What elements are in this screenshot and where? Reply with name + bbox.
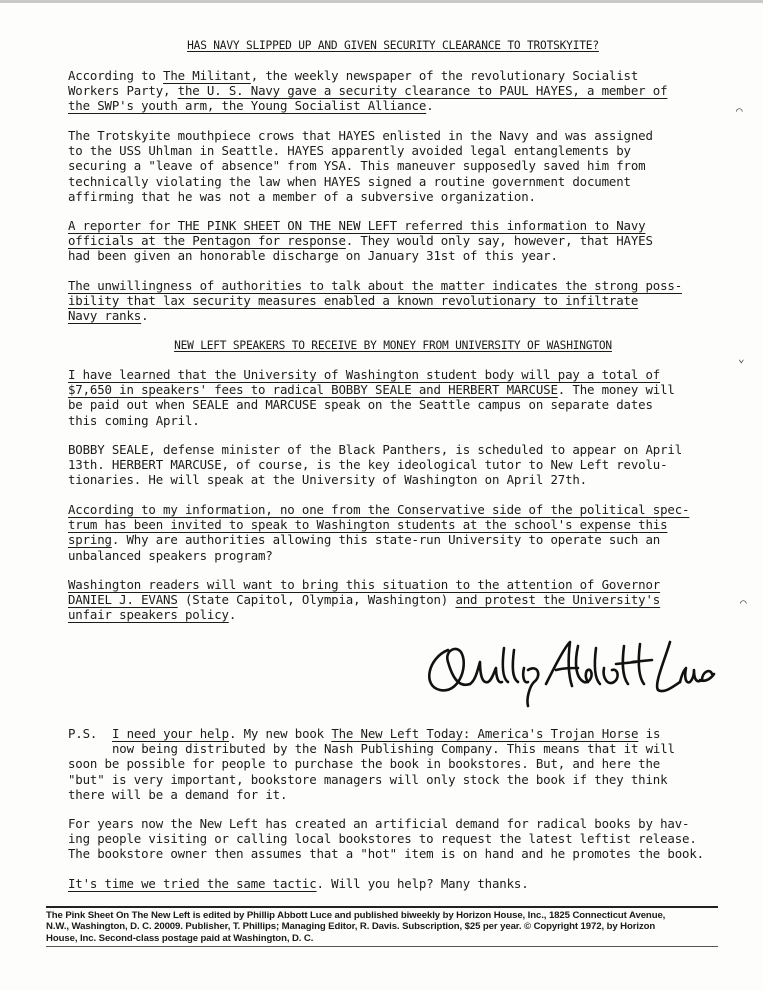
- postscript: P.S. I need your help. My new book The New Left Today: America's Trojan Horse is now being distributed by the Nash Publishing Company. This means that it will soon be possible for people to purchase the book in bookstores. But, and here the "but" is very important, bookstore managers will only stock the book if they think there will be a demand for it.: [68, 726, 675, 802]
- page-top-edge: [0, 0, 763, 3]
- handwritten-signature: [418, 628, 718, 708]
- paragraph-speakers-fees: I have learned that the University of Washington student body will pay a total of $7,650 in speakers' fees to radical BOBBY SEALE and HERBERT MARCUSE. The money will be paid out when SEALE and MARCUSE speak on the Seattle campus on separate dates this coming April.: [68, 367, 675, 428]
- paragraph-closing: It's time we tried the same tactic. Will you help? Many thanks.: [68, 876, 529, 891]
- headline-speakers: NEW LEFT SPEAKERS TO RECEIVE BY MONEY FROM UNIVERSITY OF WASHINGTON: [174, 339, 612, 352]
- paragraph-conservative: According to my information, no one from the Conservative side of the political spec- trum has been invited to speak to Washington students at the school's expense this spring. Why are authorities allowing this state-run University to operate such an unbalanced speakers program?: [68, 502, 690, 563]
- paragraph-trotskyite: The Trotskyite mouthpiece crows that HAYES enlisted in the Navy and was assigned to the USS Uhlman in Seattle. HAYES apparently avoided legal entanglements by securing a "leave of absence" from YSA. This maneuver supposedly saved him from technically violating the law when HAYES signed a routine government document affirming that he was not a member of a subversive organization.: [68, 128, 653, 204]
- paragraph-militant: According to The Militant, the weekly newspaper of the revolutionary Socialist Workers Party, the U. S. Navy gave a security clearance to PAUL HAYES, a member of the SWP's youth arm, the Young Socialist Alliance.: [68, 68, 668, 114]
- footer-rule-bottom: [46, 946, 718, 947]
- paragraph-governor: Washington readers will want to bring this situation to the attention of Governor DANIEL J. EVANS (State Capitol, Olympia, Washington) and protest the University's unfair speakers policy.: [68, 577, 661, 623]
- paragraph-unwillingness: The unwillingness of authorities to talk about the matter indicates the strong poss- ibility that lax security measures enabled a known revolutionary to infiltrate Navy ranks.: [68, 278, 683, 324]
- scan-mark: ⌒: [740, 596, 747, 609]
- headline-navy: HAS NAVY SLIPPED UP AND GIVEN SECURITY CLEARANCE TO TROTSKYITE?: [187, 39, 599, 52]
- footer-rule-top: [46, 906, 718, 908]
- paragraph-artificial-demand: For years now the New Left has created an artificial demand for radical books by hav- ing people visiting or calling local bookstores to request the latest leftist release. The bookstore owner then assumes that a "hot" item is on hand and he promotes the book.: [68, 816, 704, 862]
- paragraph-seale-marcuse: BOBBY SEALE, defense minister of the Black Panthers, is scheduled to appear on April 13th. HERBERT MARCUSE, of course, is the key ideological tutor to New Left revolu- tionaries. He will speak at the University of Washington on April 27th.: [68, 442, 683, 488]
- scan-mark: ⌄: [738, 352, 745, 365]
- scan-mark: ⌒: [736, 104, 743, 117]
- paragraph-reporter: A reporter for THE PINK SHEET ON THE NEW LEFT referred this information to Navy officials at the Pentagon for response. They would only say, however, that HAYES had been given an honorable discharge on January 31st of this year.: [68, 218, 653, 264]
- ps-label: P.S.: [68, 726, 98, 741]
- masthead-footer: The Pink Sheet On The New Left is edited by Phillip Abbott Luce and published biweekly by Horizon House, Inc., 1825 Connecticut Avenue, N.W., Washington, D. C. 20009. Publisher, T. Phillips; Managing Editor, R. Davis. Subscription, $25 per year. © Copyright 1972, by Horizon House, Inc. Second-class postage paid at Washington, D. C.: [46, 910, 666, 944]
